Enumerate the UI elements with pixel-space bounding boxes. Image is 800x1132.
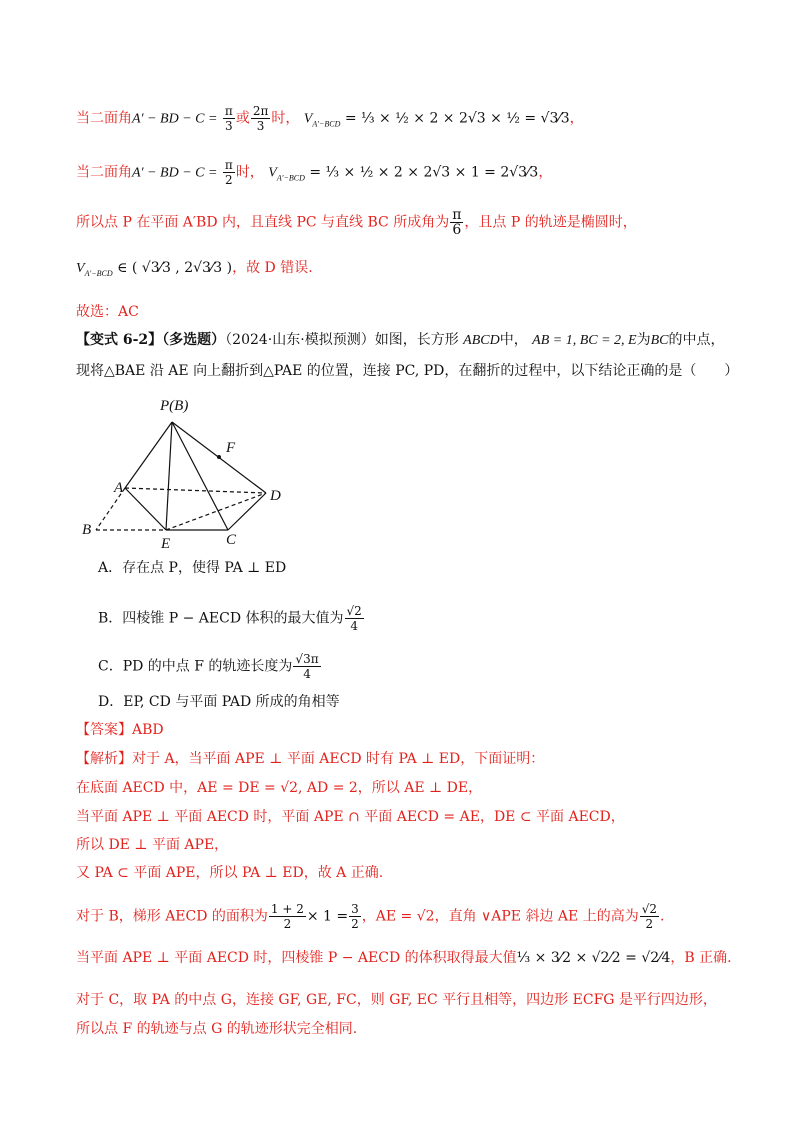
prev-line-4: $V_{A'-BCD}$ ∈ ( √3⁄3 , 2√3⁄3 )，故 D 错误. xyxy=(76,260,313,278)
option-B: B．四棱锥 P − AECD 体积的最大值为 $\frac{√2}{4}$ xyxy=(98,604,362,633)
analysis-a4: 所以 DE ⊥ 平面 APE， xyxy=(76,837,229,853)
variant-tag: 【变式 6-2】 xyxy=(76,332,163,348)
edge-ED xyxy=(166,493,266,530)
label-E: E xyxy=(161,536,171,552)
analysis-b1: 对于 B，梯形 AECD 的面积为 $\frac{1 + 2}{2}$ × 1 = $\frac{3}{2}$ ，AE = √2，直角 ∨APE 斜边 AE 上的高为 $\frac{√2}{2}$ . xyxy=(76,902,665,931)
final-choice: 故选：AC xyxy=(76,304,139,320)
edge-PA xyxy=(125,422,172,488)
edge-PC xyxy=(172,422,228,530)
edge-AE xyxy=(125,488,166,530)
analysis-a1: 【解析】对于 A，当平面 APE ⊥ 平面 AECD 时有 PA ⊥ ED，下面证明： xyxy=(76,751,545,767)
option-C: C．PD 的中点 F 的轨迹长度为 $\frac{√3\pi}{4}$ xyxy=(98,652,319,681)
label-F: F xyxy=(226,440,236,456)
option-D: D．EP, CD 与平面 PAD 所成的角相等 xyxy=(98,694,340,710)
point-F xyxy=(217,455,221,459)
problem-line-1: 【变式 6-2】（多选题）（2024·山东·模拟预测）如图，长方形 ABCD中， AB = 1, BC = 2, E为BC的中点， xyxy=(76,332,725,348)
label-C: C xyxy=(226,532,237,548)
prev-line-1: 当二面角A′ − BD − C = $\frac{\pi}{3}$ 或 $\frac{2\pi}{3}$ 时， $V_{A'-BCD}$ = ⅓ × ½ × 2 × 2√3 × ½ = √3⁄3， xyxy=(76,104,584,133)
edge-AD xyxy=(125,488,266,493)
question-type: （多选题） xyxy=(162,332,226,348)
analysis-tag: 【解析】 xyxy=(76,751,132,767)
analysis-b2: 当平面 APE ⊥ 平面 AECD 时，四棱锥 P − AECD 的体积取得最大值⅓ × 3⁄2 × √2⁄2 = √2⁄4，B 正确. xyxy=(76,950,732,966)
edge-CD xyxy=(228,493,266,530)
analysis-a5: 又 PA ⊂ 平面 APE，所以 PA ⊥ ED，故 A 正确. xyxy=(76,865,384,881)
analysis-a3: 当平面 APE ⊥ 平面 AECD 时，平面 APE ∩ 平面 AECD = AE，DE ⊂ 平面 AECD， xyxy=(76,809,625,825)
label-D: D xyxy=(270,488,281,504)
problem-line-2: 现将△BAE 沿 AE 向上翻折到△PAE 的位置，连接 PC, PD，在翻折的过程中，以下结论正确的是（ ） xyxy=(76,363,739,379)
label-A: A xyxy=(114,480,124,496)
label-P: P(B) xyxy=(160,398,189,414)
label-B: B xyxy=(82,522,92,538)
prev-line-2: 当二面角A′ − BD − C = $\frac{\pi}{2}$ 时， $V_{A'-BCD}$ = ⅓ × ½ × 2 × 2√3 × 1 = 2√3⁄3， xyxy=(76,158,553,187)
analysis-c1: 对于 C，取 PA 的中点 G，连接 GF, GE, FC，则 GF, EC 平行且相等，四边形 ECFG 是平行四边形， xyxy=(76,992,717,1008)
edge-PE xyxy=(166,422,172,530)
analysis-a2: 在底面 AECD 中，AE = DE = √2, AD = 2，所以 AE ⊥ DE， xyxy=(76,780,483,796)
pyramid-figure xyxy=(80,392,300,552)
answer: 【答案】ABD xyxy=(76,722,164,738)
option-A: A．存在点 P，使得 PA ⊥ ED xyxy=(98,560,287,576)
prev-line-3: 所以点 P 在平面 A′BD 内，且直线 PC 与直线 BC 所成角为 $\frac{\pi}{6}$ ，且点 P 的轨迹是椭圆时， xyxy=(76,207,637,238)
analysis-c2: 所以点 F 的轨迹与点 G 的轨迹形状完全相同. xyxy=(76,1021,358,1037)
